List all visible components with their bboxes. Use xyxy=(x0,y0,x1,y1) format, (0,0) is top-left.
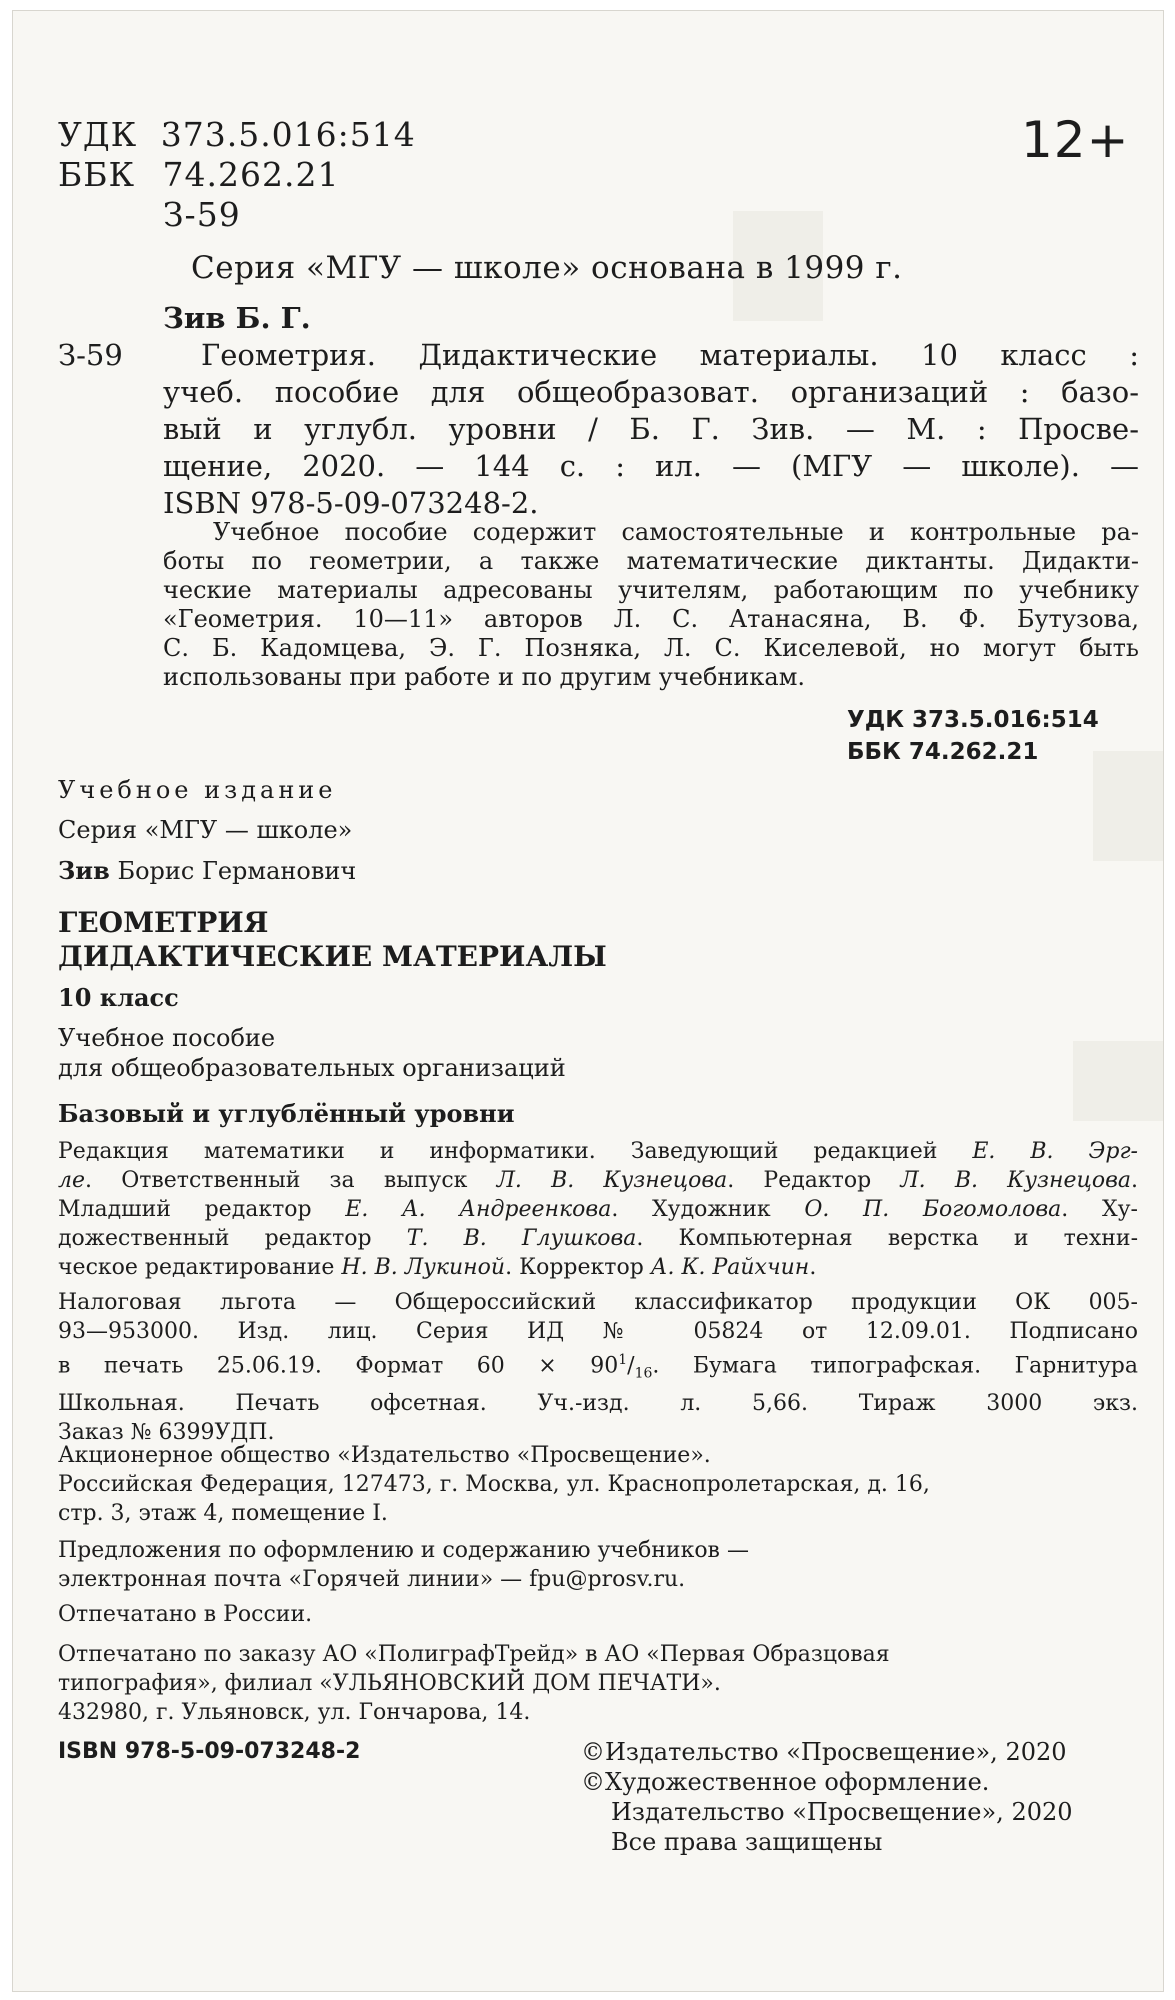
bbk-code: 74.262.21 xyxy=(162,155,340,194)
annotation-line: «Геометрия. 10—11» авторов Л. С. Атанасяна, В. Ф. Бутузова, xyxy=(163,605,1139,633)
printed-in: Отпечатано в России. xyxy=(58,1602,313,1627)
feedback-line: электронная почта «Горячей линии» — fpu@prosv.ru. xyxy=(58,1567,686,1592)
annotation-line: С. Б. Кадомцева, Э. Г. Позняка, Л. С. Киселевой, но могут быть xyxy=(163,634,1139,662)
udk-code: 373.5.016:514 xyxy=(160,115,416,154)
staff-line: ле. Ответственный за выпуск Л. В. Кузнецова. Редактор Л. В. Кузнецова. xyxy=(58,1168,1138,1193)
feedback-info xyxy=(58,1536,749,1594)
staff-credits xyxy=(58,1137,1138,1282)
annotation-line: боты по геометрии, а также математические диктанты. Дидакти- xyxy=(163,547,1139,575)
staff-name: О. П. Богомолова xyxy=(804,1197,1062,1222)
imprint-series: Серия «МГУ — школе» xyxy=(58,816,353,844)
title-line: ГЕОМЕТРИЯ xyxy=(58,906,269,939)
staff-name: Е. А. Андреенкова xyxy=(345,1197,612,1222)
udk-line xyxy=(58,115,416,155)
show-through-shape xyxy=(1073,1041,1163,1121)
staff-line: ческое редактирование Н. В. Лукиной. Корректор А. К. Райхчин. xyxy=(58,1255,817,1280)
production-line: Налоговая льгота — Общероссийский классификатор продукции ОК 005- xyxy=(58,1290,1138,1315)
annotation-class xyxy=(847,704,1099,768)
staff-line: Младший редактор Е. А. Андреенкова. Художник О. П. Богомолова. Ху- xyxy=(58,1197,1138,1222)
publisher-line: Российская Федерация, 127473, г. Москва, ул. Краснопролетарская, д. 16, xyxy=(58,1472,930,1497)
annotation-line: ческие материалы адресованы учителям, работающим по учебнику xyxy=(163,576,1139,604)
bbk-line xyxy=(58,155,340,195)
udk-label: УДК xyxy=(58,115,138,154)
publisher-line: Акционерное общество «Издательство «Просвещение». xyxy=(58,1443,711,1468)
bib-author: Зив Б. Г. xyxy=(163,301,311,335)
copyright-line: Все права защищены xyxy=(611,1828,883,1856)
staff-line: Редакция математики и информатики. Заведующий редакцией Е. В. Эрг- xyxy=(58,1139,1138,1164)
copyright-line: ©Издательство «Просвещение», 2020 xyxy=(581,1738,1067,1766)
annotation-udk: УДК 373.5.016:514 xyxy=(847,707,1099,733)
purpose-line: Учебное пособие xyxy=(58,1024,276,1052)
annotation-line: Учебное пособие содержит самостоятельные и контрольные ра- xyxy=(213,518,1139,546)
staff-name: ле xyxy=(58,1168,86,1193)
production-line: Школьная. Печать офсетная. Уч.-изд. л. 5,66. Тираж 3000 экз. xyxy=(58,1390,1138,1416)
printer-info xyxy=(58,1640,890,1727)
bib-isbn: ISBN 978-5-09-073248-2. xyxy=(163,486,539,520)
bib-line: щение, 2020. — 144 с. : ил. — (МГУ — школе). — xyxy=(163,449,1139,483)
bib-line: вый и углубл. уровни / Б. Г. Зив. — М. : Просве- xyxy=(163,412,1139,446)
staff-name: Н. В. Лукиной xyxy=(341,1255,506,1280)
author-names: Борис Германович xyxy=(117,857,357,885)
staff-name: А. К. Райхчин xyxy=(650,1255,810,1280)
printer-line: 432980, г. Ульяновск, ул. Гончарова, 14. xyxy=(58,1700,531,1725)
bib-record xyxy=(201,337,1139,374)
show-through-shape xyxy=(1093,751,1163,861)
bib-mark: З-59 xyxy=(58,338,123,372)
annotation-bbk: ББК 74.262.21 xyxy=(847,739,1039,765)
annotation xyxy=(163,518,1139,692)
grade: 10 класс xyxy=(58,983,179,1012)
copyright-line: ©Художественное оформление. xyxy=(581,1768,990,1796)
copyright-block xyxy=(581,1737,1073,1857)
bbk-label: ББК xyxy=(58,155,136,194)
author-surname: Зив xyxy=(58,856,110,885)
feedback-line: Предложения по оформлению и содержанию учебников — xyxy=(58,1538,749,1563)
title-line: ДИДАКТИЧЕСКИЕ МАТЕРИАЛЫ xyxy=(58,940,607,973)
production-info xyxy=(58,1288,1138,1447)
bib-line: Геометрия. Дидактические материалы. 10 класс : xyxy=(201,338,1139,372)
bib-line: учеб. пособие для общеобразоват. организаций : базо- xyxy=(163,375,1139,409)
printer-line: Отпечатано по заказу АО «ПолиграфТрейд» в АО «Первая Образцовая xyxy=(58,1642,890,1667)
publisher-line: стр. 3, этаж 4, помещение I. xyxy=(58,1501,388,1526)
publisher-info xyxy=(58,1441,930,1528)
book-title xyxy=(58,906,607,974)
edition-type: Учебное издание xyxy=(58,776,337,804)
production-line: 93—953000. Изд. лиц. Серия ИД № 05824 от 12.09.01. Подписано xyxy=(58,1319,1138,1344)
staff-name: Л. В. Кузнецова xyxy=(900,1168,1131,1193)
age-rating: 12+ xyxy=(1021,111,1130,169)
staff-name: Л. В. Кузнецова xyxy=(496,1168,728,1193)
author-mark: З-59 xyxy=(163,195,241,234)
production-line: Заказ № 6399УДП. xyxy=(58,1419,275,1445)
imprint-page xyxy=(12,10,1164,1992)
levels: Базовый и углублённый уровни xyxy=(58,1099,515,1128)
staff-line: дожественный редактор Т. В. Глушкова. Компьютерная верстка и техни- xyxy=(58,1226,1138,1251)
purpose xyxy=(58,1023,566,1083)
annotation-line: использованы при работе и по другим учебникам. xyxy=(163,663,806,691)
bib-record-cont xyxy=(163,374,1139,522)
series-note: Серия «МГУ — школе» основана в 1999 г. xyxy=(191,250,903,286)
printer-line: типография», филиал «УЛЬЯНОВСКИЙ ДОМ ПЕЧАТИ». xyxy=(58,1671,721,1696)
staff-name: Е. В. Эрг- xyxy=(972,1139,1138,1164)
imprint-author xyxy=(58,856,356,885)
footer-isbn: ISBN 978-5-09-073248-2 xyxy=(58,1739,361,1764)
production-line: в печать 25.06.19. Формат $60 \times 90^1/_{16}$. Бумага типографская. Гарнитура xyxy=(58,1352,1138,1382)
copyright-line: Издательство «Просвещение», 2020 xyxy=(611,1798,1073,1826)
staff-name: Т. В. Глушкова xyxy=(406,1226,637,1251)
purpose-line: для общеобразовательных организаций xyxy=(58,1054,566,1082)
